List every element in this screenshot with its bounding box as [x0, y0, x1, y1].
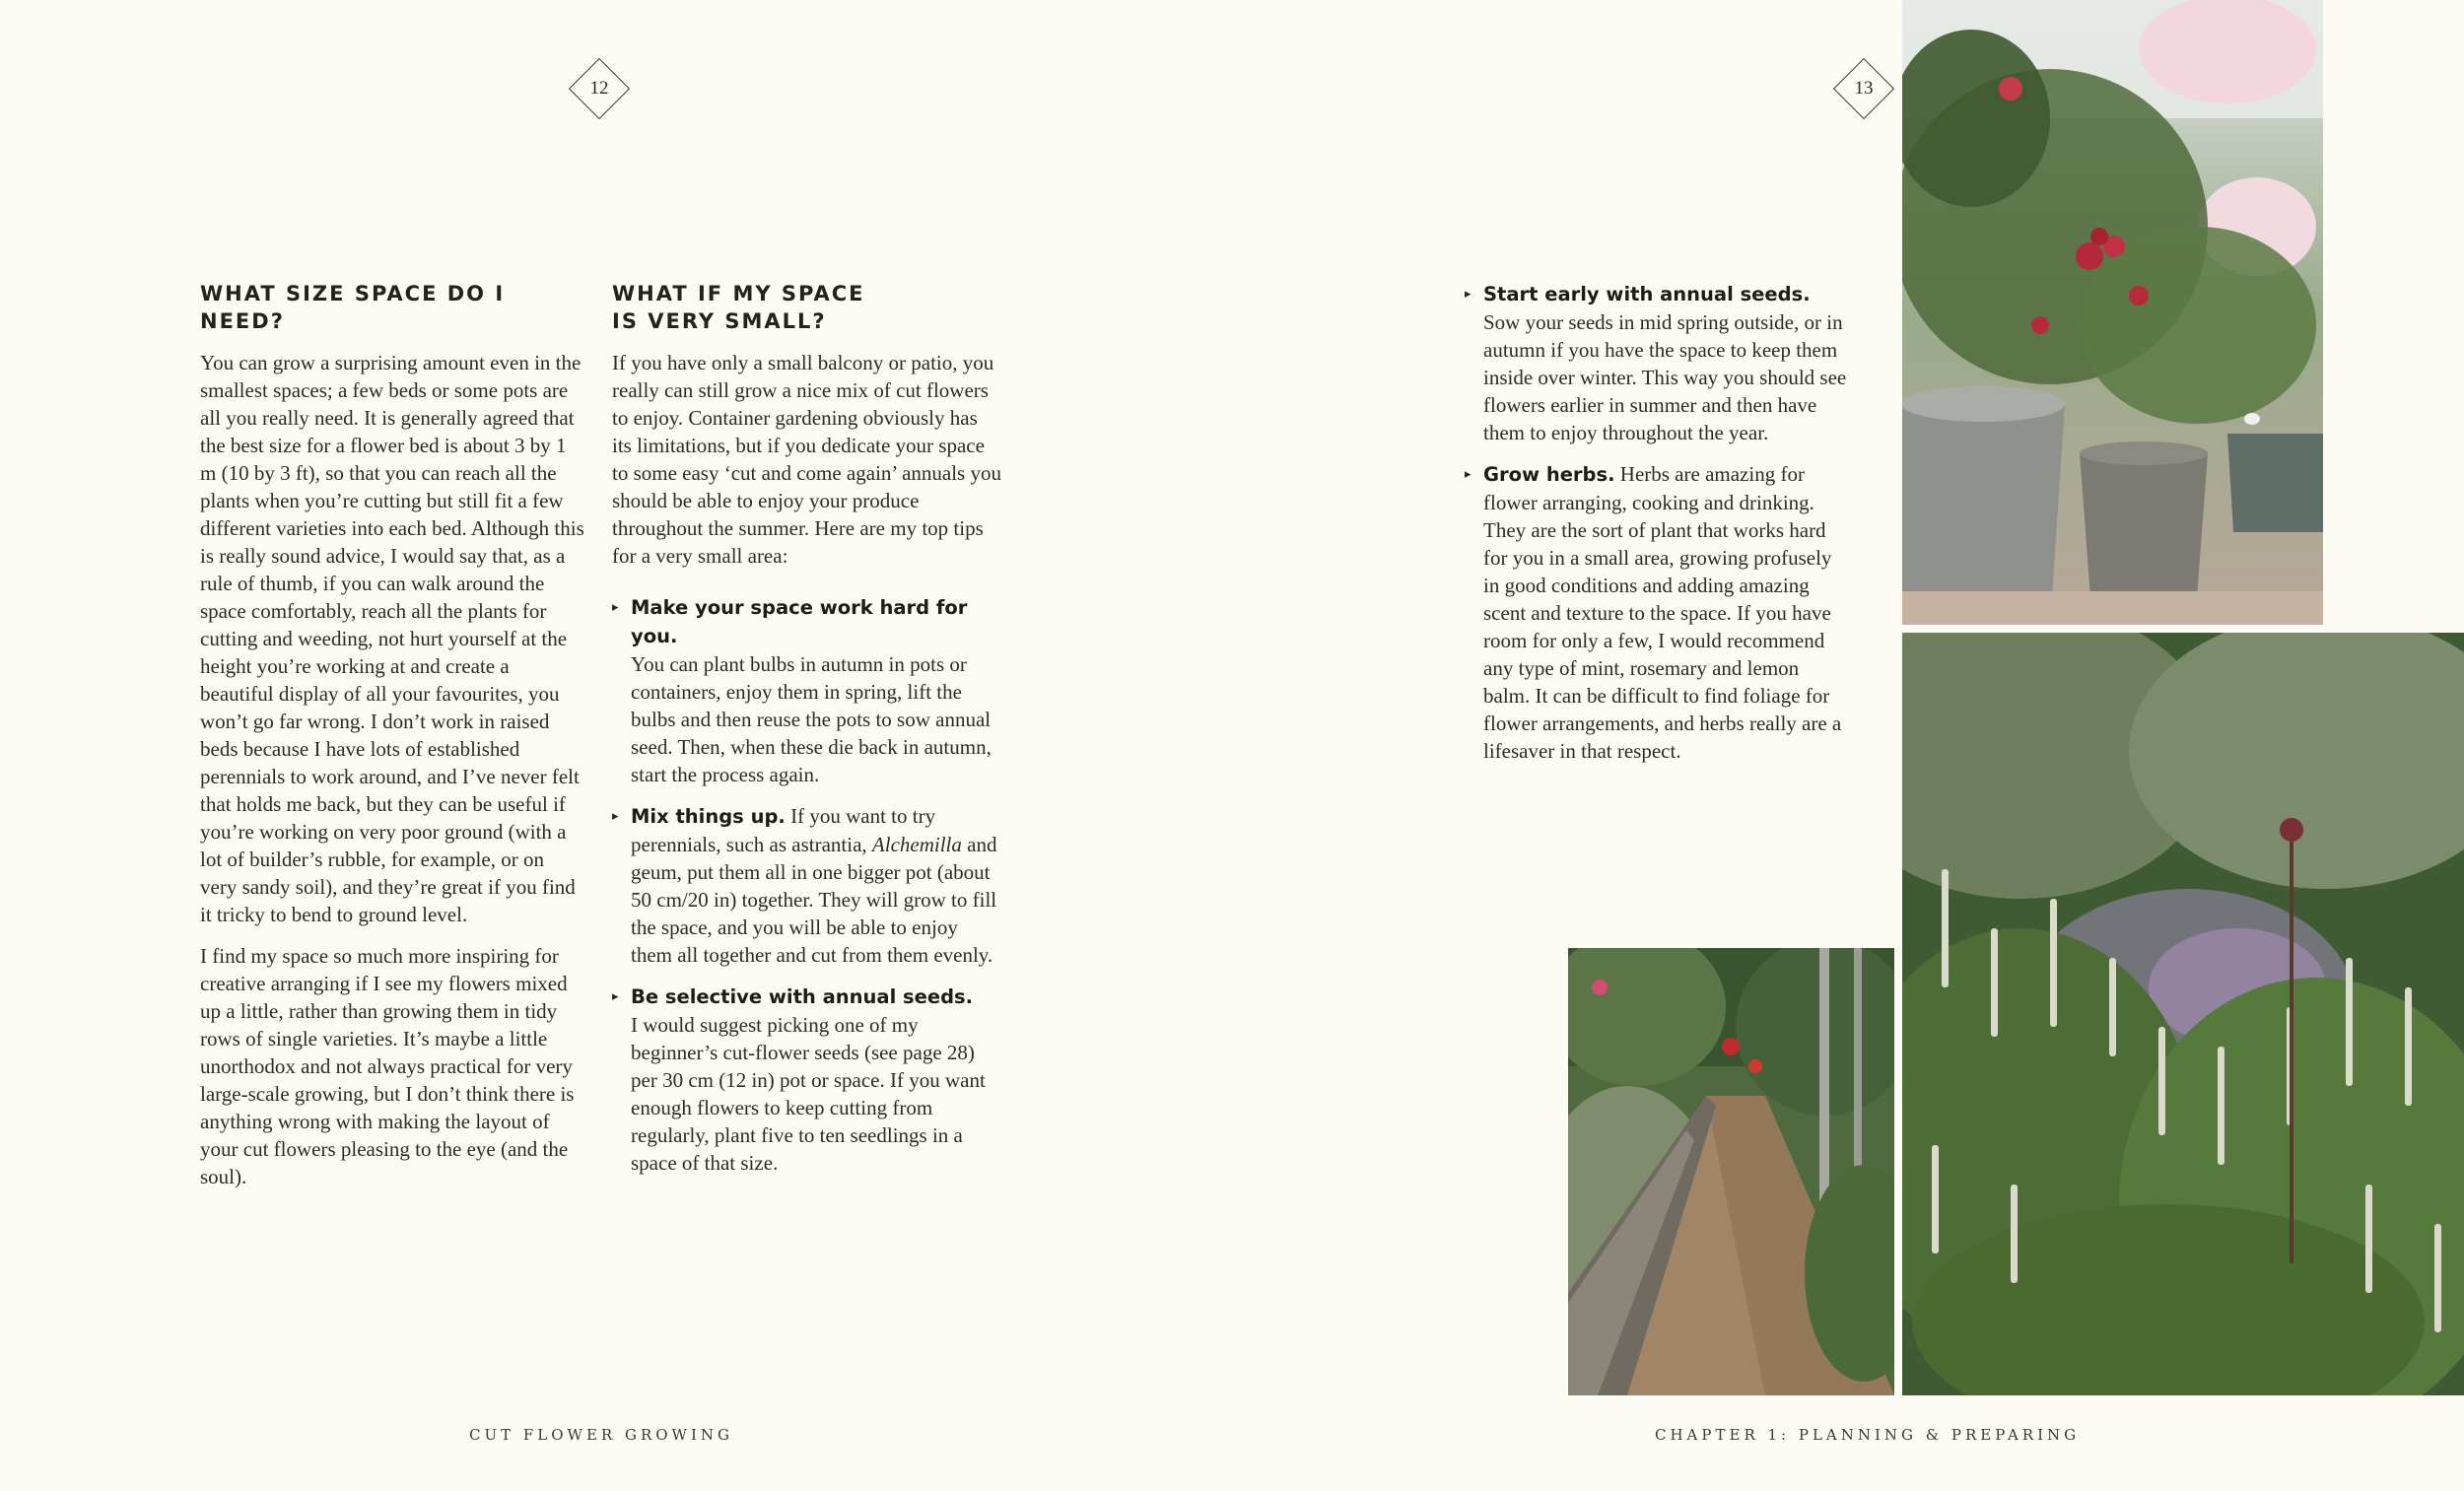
tip-lead: Be selective with annual seeds.: [631, 985, 974, 1008]
heading-line: IS VERY SMALL?: [612, 309, 827, 333]
tip-item: [612, 983, 1001, 1177]
footer-right: CHAPTER 1: PLANNING & PREPARING: [1655, 1426, 2081, 1444]
tips-list: [612, 593, 1001, 1177]
photo-potted-geraniums: [1902, 0, 2323, 625]
tip-text: I would suggest picking one of my beginner’s cut-flower seeds (see page 28) per 30 cm (12 in) pot or space. If you want enough flowers to keep cutting from regularly, plant five to ten seedlings in a space of that size.: [631, 1013, 986, 1175]
left-column-1: [200, 280, 584, 1204]
photo-garden-path: [1568, 948, 1894, 1395]
page-number-text: 13: [1854, 78, 1874, 99]
page-number-text: 12: [589, 78, 609, 99]
section-heading-space: WHAT SIZE SPACE DO I NEED?: [200, 282, 506, 333]
photo-herb-border: [1902, 633, 2464, 1395]
bullet-triangle-icon: ▸: [612, 599, 619, 614]
paragraph: I find my space so much more inspiring for creative arranging if I see my flowers mixed up a little, rather than growing them in tidy rows of single varieties. It’s maybe a little unorthodox and not always practical for very large-scale growing, but I don’t think there is anything wrong with making the layout of your cut flowers pleasing to the eye (and the soul).: [200, 944, 575, 1188]
bullet-triangle-icon: ▸: [1465, 466, 1472, 481]
bullet-triangle-icon: ▸: [1465, 286, 1472, 301]
intro-paragraph: If you have only a small balcony or patio, you really can still grow a nice mix of cut flowers to enjoy. Container gardening obviously has its limitations, but if you dedicate your space to some easy ‘cut and come again’ annuals you should be able to enjoy your produce throughout the summer. Here are my top tips for a very small area:: [612, 351, 1001, 568]
tip-text: If you want to try perennials, such as astrantia,: [631, 804, 936, 856]
tips-list: [1465, 280, 1849, 765]
tip-text: Herbs are amazing for flower arranging, cooking and drinking. They are the sort of plant that works hard for you in a small area, growing profusely in good conditions and adding amazing scent and texture to the space. If you have room for only a few, I would recommend any type of mint, rosemary and lemon balm. It can be difficult to find foliage for flower arrangements, and herbs really are a lifesaver in that respect.: [1483, 462, 1842, 763]
heading-line: WHAT IF MY SPACE: [612, 282, 865, 305]
footer-left: CUT FLOWER GROWING: [469, 1426, 734, 1444]
photo-garden-path-graphic: [1568, 948, 1894, 1395]
bullet-triangle-icon: ▸: [612, 808, 619, 823]
right-column: [1465, 280, 1849, 779]
tip-text: Sow your seeds in mid spring outside, or in autumn if you have the space to keep them inside over winter. This way you should see flowers earlier in summer and then have them to enjoy throughout the year.: [1483, 310, 1847, 444]
tip-lead: Start early with annual seeds.: [1483, 283, 1811, 305]
photo-herb-border-graphic: [1902, 633, 2464, 1395]
photo-potted-geraniums-graphic: [1902, 0, 2323, 625]
tip-item: [1465, 460, 1849, 765]
tip-lead: Grow herbs.: [1483, 463, 1615, 486]
tip-text-italic: Alchemilla: [871, 833, 962, 856]
page-number-right: [1832, 57, 1895, 120]
bullet-triangle-icon: ▸: [612, 988, 619, 1003]
section-heading-small-space: [612, 280, 1001, 335]
left-column-2: [612, 280, 1001, 1190]
tip-lead: Mix things up.: [631, 805, 786, 828]
tip-text: You can plant bulbs in autumn in pots or containers, enjoy them in spring, lift the bulbs and then reuse the pots to sow annual seed. Then, when these die back in autumn, start the process again.: [631, 652, 992, 786]
page-number-left: [568, 57, 631, 120]
paragraph: You can grow a surprising amount even in the smallest spaces; a few beds or some pots are all you really need. It is generally agreed that the best size for a flower bed is about 3 by 1 m (10 by 3 ft), so that you can reach all the plants when you’re cutting but still fit a few different varieties into each bed. Although this is really sound advice, I would say that, as a rule of thumb, if you can walk around the space comfortably, reach all the plants for cutting and weeding, not hurt yourself at the height you’re working at and create a beautiful display of all your favourites, you won’t go far wrong. I don’t work in raised beds because I have lots of established perennials to work around, and I’ve never felt that holds me back, but they can be useful if you’re working on very poor ground (with a lot of builder’s rubble, for example, or on very sandy soil), and they’re great if you find it tricky to bend to ground level.: [200, 351, 584, 926]
tip-item: [1465, 280, 1849, 446]
tip-item: [612, 593, 1001, 788]
tip-text: and geum, put them all in one bigger pot (about 50 cm/20 in) together. They will grow to fill the space, and you will be able to enjoy them all together and cut from them evenly.: [631, 833, 997, 967]
tip-lead: Make your space work hard for you.: [631, 596, 968, 647]
tip-item: [612, 802, 1001, 969]
